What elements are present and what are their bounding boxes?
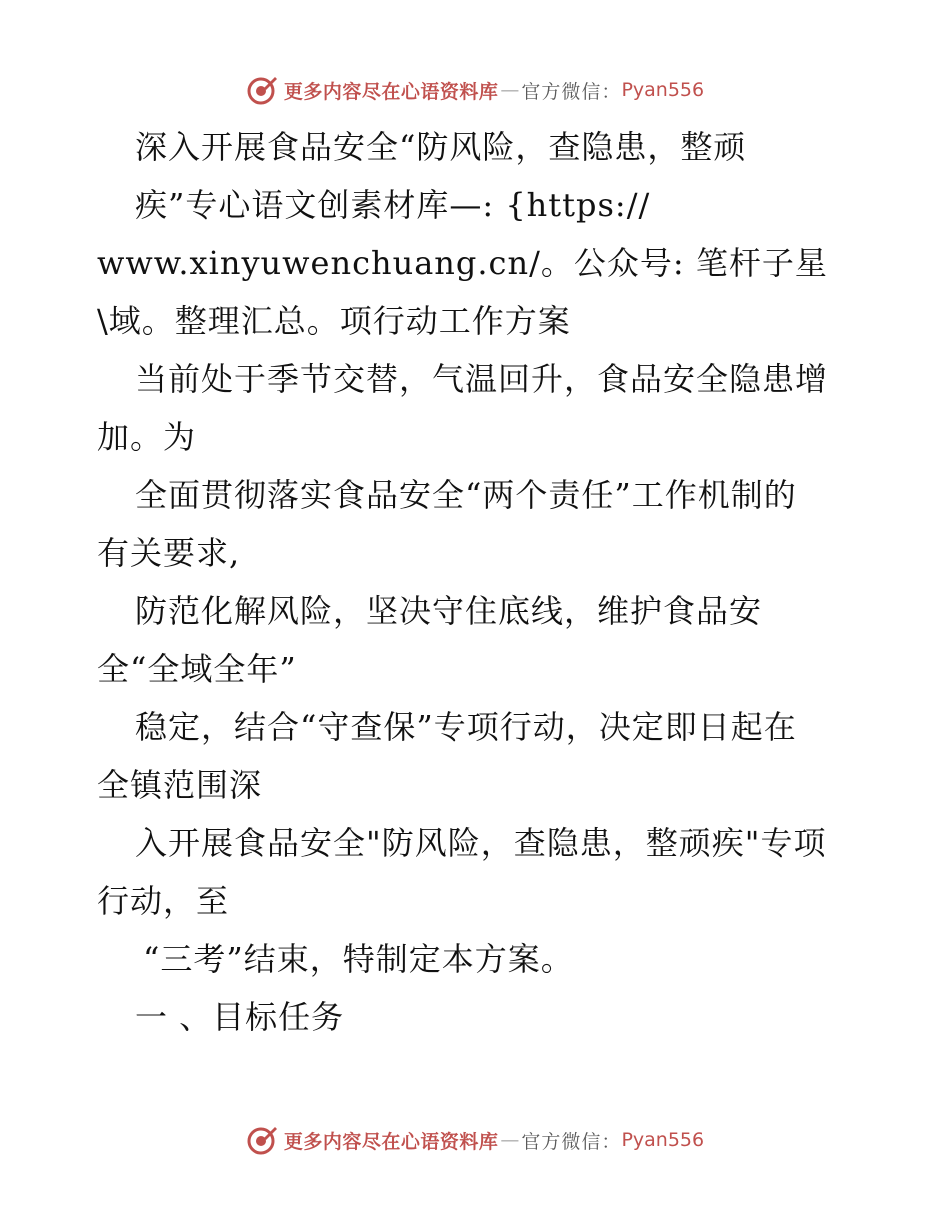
text-line: 行动，至 — [97, 882, 230, 920]
banner-site-text: 更多内容尽在心语资料库 — [283, 80, 499, 103]
text-line: \域。整理汇总。项行动工作方案 — [97, 302, 571, 340]
pen-nib-logo-icon — [246, 74, 278, 106]
text-line: 全面贯彻落实食品安全“两个责任”工作机制的 — [135, 476, 797, 514]
text-line: 防范化解风险，坚决守住底线，维护食品安 — [135, 592, 763, 630]
document-body — [97, 118, 867, 1046]
banner-wechat-label: 官方微信： — [521, 80, 622, 103]
header-banner — [0, 70, 950, 110]
text-line: 深入开展食品安全“防风险，查隐患，整顽 — [135, 128, 747, 166]
pen-nib-logo-icon — [246, 1124, 278, 1156]
banner-dash: — — [500, 1129, 520, 1151]
banner-wechat-label: 官方微信： — [521, 1130, 622, 1153]
text-line: 稳定，结合“守查保”专项行动，决定即日起在 — [135, 708, 797, 746]
text-line: 加。为 — [97, 418, 197, 456]
text-line: 当前处于季节交替，气温回升，食品安全隐患增 — [135, 360, 829, 398]
text-line: 入开展食品安全"防风险，查隐患，整顽疾"专项 — [135, 824, 827, 862]
text-line: 全“全域全年” — [97, 650, 297, 688]
footer-banner — [0, 1120, 950, 1160]
text-line: 疾”专心语文创素材库—: {https:// — [135, 186, 651, 224]
banner-dash: — — [500, 79, 520, 101]
banner-site-text: 更多内容尽在心语资料库 — [283, 1130, 499, 1153]
text-line: www.xinyuwenchuang.cn/。公众号: 笔杆子星 — [97, 244, 828, 282]
text-line: 全镇范围深 — [97, 766, 263, 804]
banner-wechat-id: Pyan556 — [621, 1129, 705, 1151]
text-line: “三考”结束，特制定本方案。 — [143, 940, 574, 978]
banner-wechat-id: Pyan556 — [621, 79, 705, 101]
text-line: 有关要求, — [97, 534, 241, 572]
section-heading: 一 、目标任务 — [135, 998, 345, 1036]
